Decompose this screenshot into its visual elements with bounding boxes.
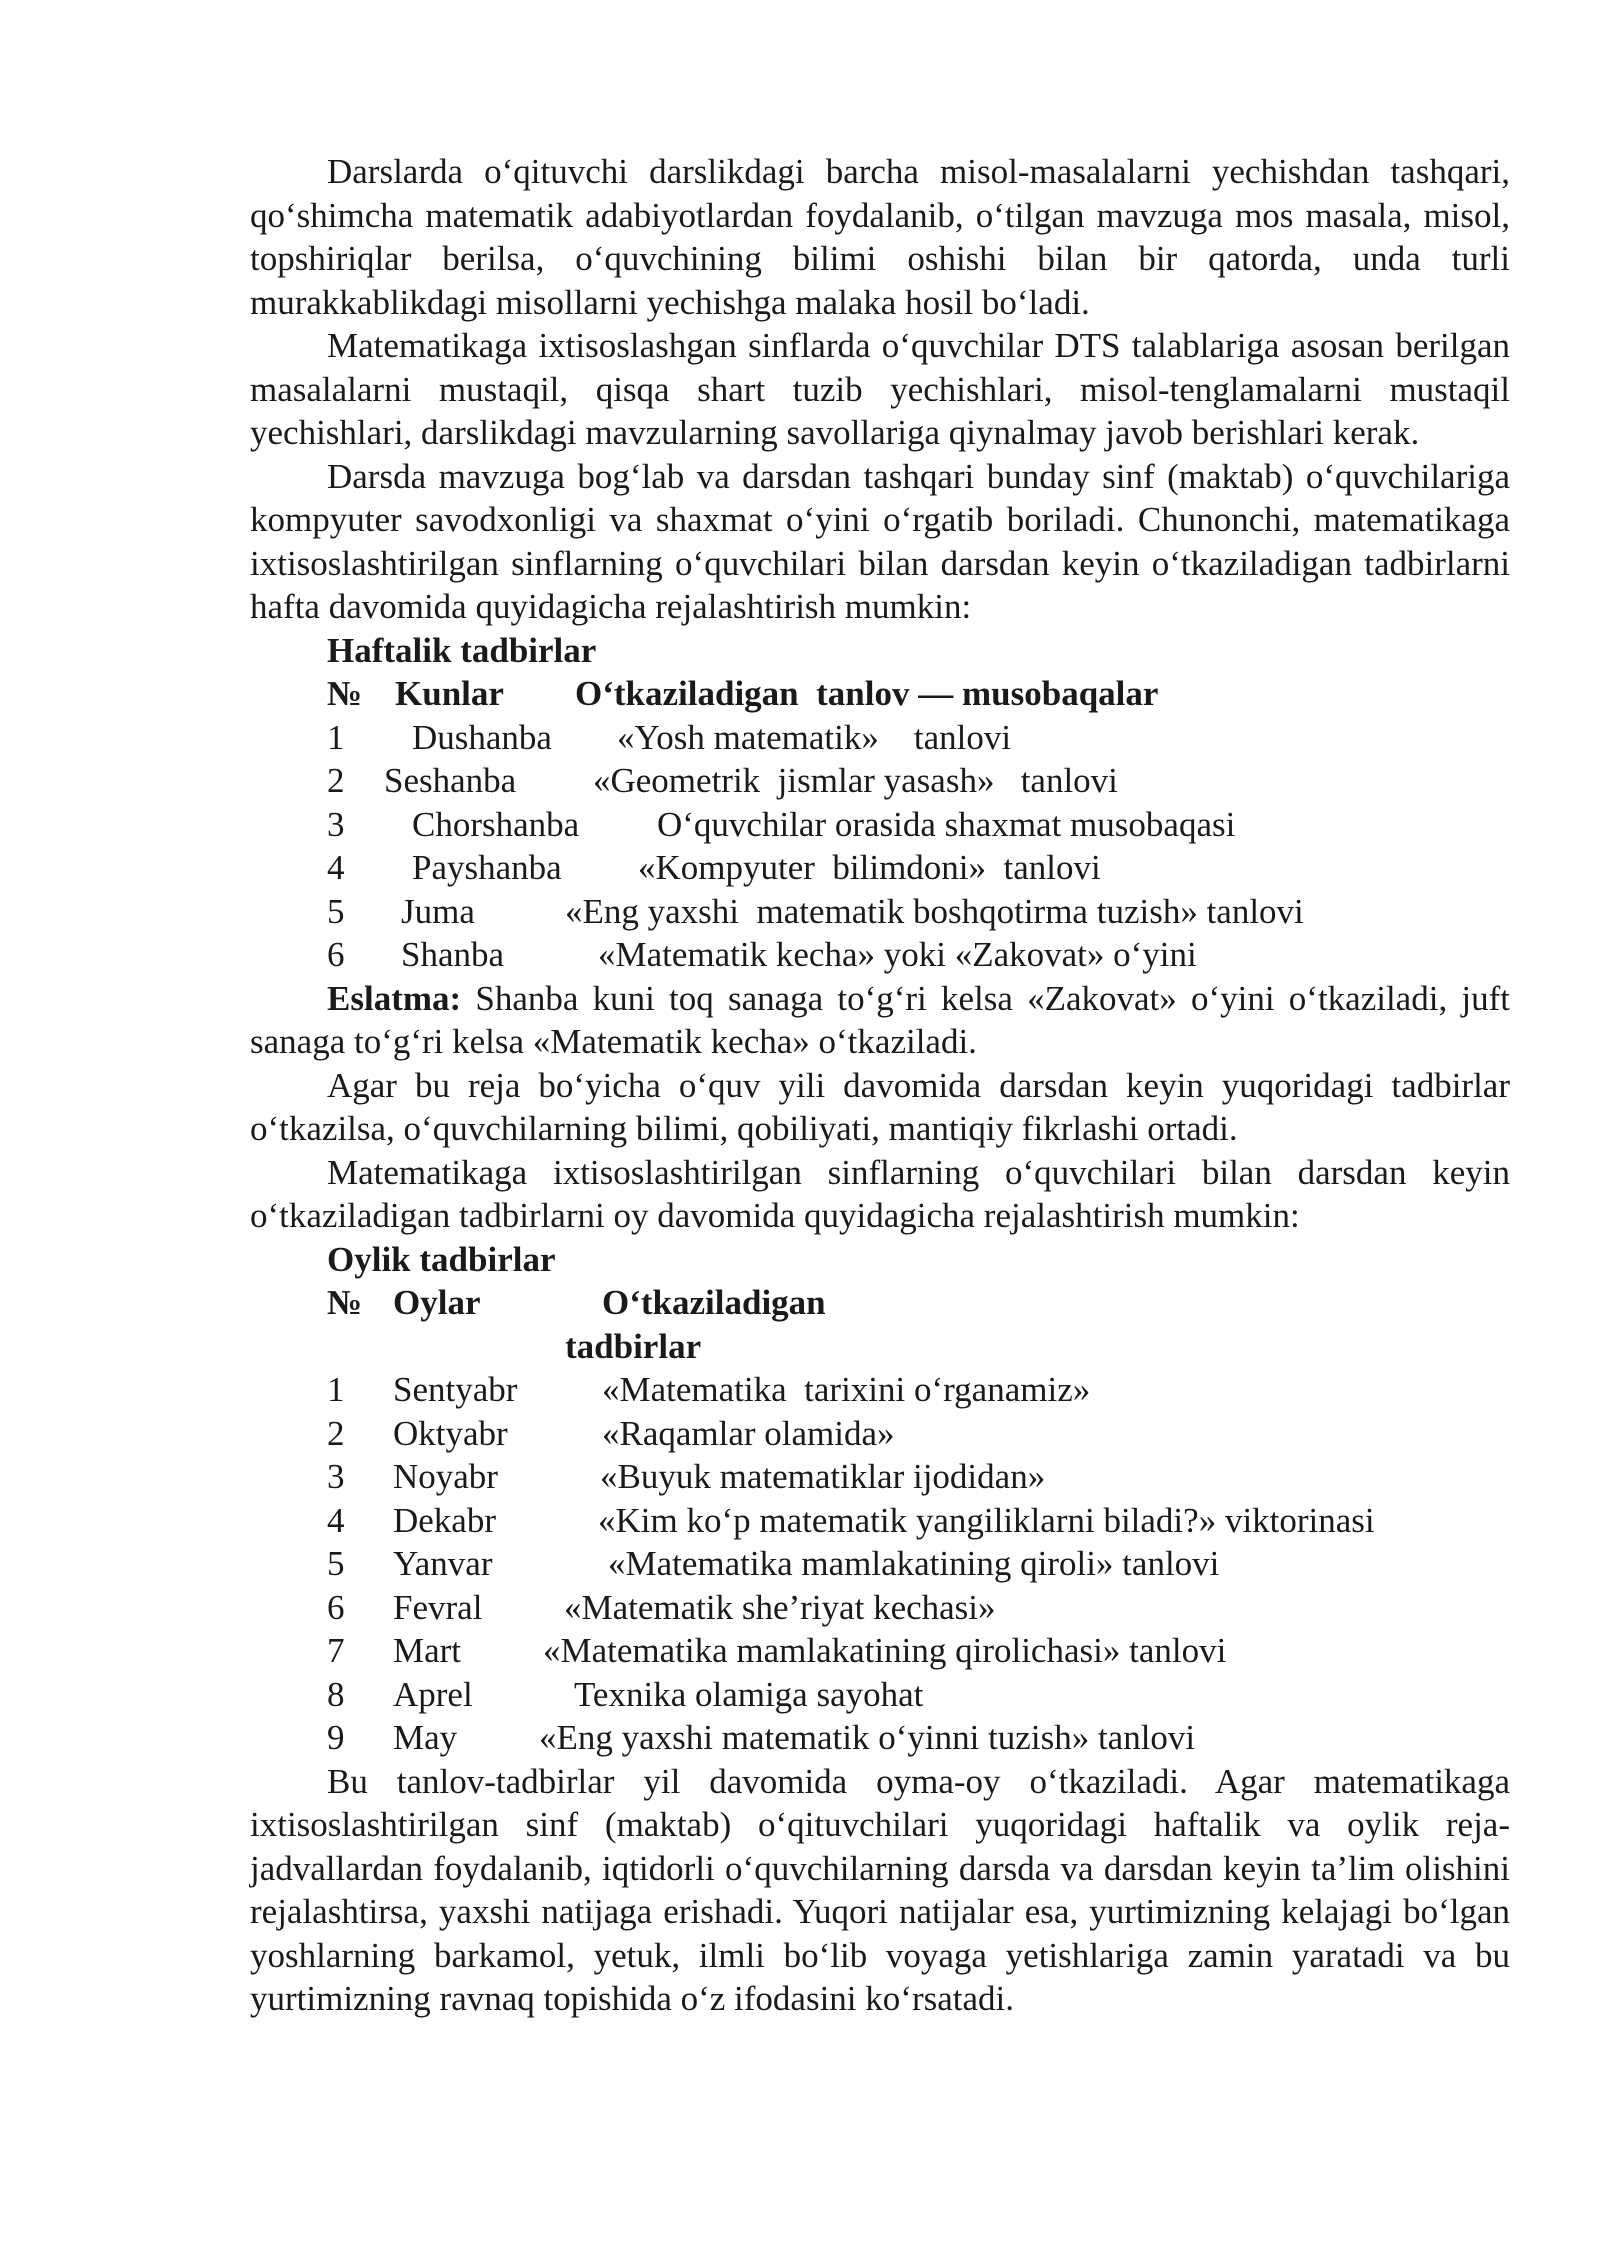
- document-page: [250, 150, 1510, 2021]
- monthly-row-num: 9: [327, 1718, 345, 1757]
- paragraph-monthly-intro: Matematikaga ixtisoslashtirilgan sinflarning o‘quvchilari bilan darsdan keyin o‘tkaziladigan tadbirlarni oy davomida quyidagicha rejalashtirish mumkin:: [250, 1152, 1510, 1235]
- monthly-row-month: Aprel: [393, 1674, 473, 1714]
- monthly-row-event: «Eng yaxshi matematik o‘yinni tuzish» tanlovi: [539, 1718, 1196, 1757]
- monthly-row-month: Fevral: [393, 1587, 483, 1627]
- monthly-row-month: Dekabr: [393, 1500, 497, 1540]
- weekly-row-num: 5: [327, 891, 345, 931]
- monthly-row-num: 6: [327, 1587, 345, 1627]
- weekly-header-days: Kunlar: [395, 674, 504, 713]
- weekly-row-event: O‘quvchilar orasida shaxmat musobaqasi: [657, 804, 1236, 844]
- weekly-row: [250, 759, 1510, 803]
- monthly-row-month: Oktyabr: [393, 1413, 508, 1453]
- monthly-row: [250, 1586, 1510, 1630]
- weekly-row-num: 1: [327, 717, 345, 757]
- monthly-row-month: May: [393, 1718, 458, 1757]
- weekly-row: [250, 890, 1510, 934]
- monthly-header-events: O‘tkaziladigan: [602, 1283, 826, 1322]
- monthly-row-event: «Matematika tarixini o‘rganamiz»: [602, 1370, 1091, 1409]
- monthly-row-num: 1: [327, 1370, 345, 1409]
- weekly-row-day: Payshanba: [412, 848, 562, 887]
- monthly-row-num: 5: [327, 1544, 345, 1583]
- monthly-row-month: Sentyabr: [393, 1370, 518, 1409]
- monthly-row-num: 3: [327, 1457, 345, 1496]
- monthly-header-months: Oylar: [393, 1283, 481, 1322]
- paragraph-result: Agar bu reja bo‘yicha o‘quv yili davomida darsdan keyin yuqoridagi tadbirlar o‘tkazilsa, o‘quvchilarning bilimi, qobiliyati, mantiqiy fikrlashi ortadi.: [250, 1065, 1510, 1148]
- weekly-row: [250, 933, 1510, 977]
- weekly-row-num: 4: [327, 848, 345, 887]
- monthly-row-event: «Matematika mamlakatining qirolichasi» tanlovi: [543, 1631, 1227, 1670]
- monthly-row-month: Yanvar: [393, 1544, 493, 1583]
- weekly-row-event: «Geometrik jismlar yasash» tanlovi: [593, 761, 1118, 800]
- note-label: Eslatma:: [327, 978, 462, 1018]
- weekly-row-day: Juma: [401, 891, 475, 931]
- weekly-row-event: «Kompyuter bilimdoni» tanlovi: [638, 848, 1101, 887]
- paragraph-note: [250, 977, 1510, 1064]
- monthly-row: [250, 1368, 1510, 1412]
- paragraph-after-class: Darsda mavzuga bog‘lab va darsdan tashqari bunday sinf (maktab) o‘quvchilariga kompyuter savodxonligi va shaxmat o‘yini o‘rgatib boriladi. Chunonchi, matematikaga ixtisoslashtirilgan sinflarning o‘quvchilari bilan darsdan keyin o‘tkaziladigan tadbirlarni hafta davomida quyidagicha rejalashtirish mumkin:: [250, 456, 1510, 626]
- weekly-row-day: Seshanba: [384, 761, 517, 800]
- weekly-row-day: Chorshanba: [412, 804, 580, 844]
- weekly-row-day: Shanba: [401, 935, 505, 974]
- monthly-schedule: [250, 1238, 1510, 1760]
- monthly-title: Oylik tadbirlar: [327, 1239, 556, 1279]
- monthly-row-event: «Buyuk matematiklar ijodidan»: [600, 1457, 1046, 1496]
- monthly-row-event: «Kim ko‘p matematik yangiliklarni biladi?» viktorinasi: [598, 1500, 1375, 1540]
- paragraph-conclusion: Bu tanlov-tadbirlar yil davomida oyma-oy o‘tkaziladi. Agar matematikaga ixtisoslashtirilgan sinf (maktab) o‘qituvchilari yuqoridagi haftalik va oylik reja-jadvallardan foydalanib, iqtidorli o‘quvchilarning darsda va darsdan keyin ta’lim olishini rejalashtirsa, yaxshi natijaga erishadi. Yuqori natijalar esa, yurtimizning kelajagi bo‘lgan yoshlarning barkamol, yetuk, ilmli bo‘lib voyaga yetishlariga zamin yaratadi va bu yurtimizning ravnaq topishida o‘z ifodasini ko‘rsatadi.: [250, 1761, 1510, 2018]
- note-text: Shanba kuni toq sanaga to‘g‘ri kelsa «Zakovat» o‘yini o‘tkaziladi, juft sanaga to‘g‘ri kelsa «Matematik kecha» o‘tkaziladi.: [250, 978, 1510, 1061]
- monthly-row: [250, 1673, 1510, 1717]
- monthly-row-event: «Matematik she’riyat kechasi»: [564, 1587, 996, 1627]
- weekly-row-num: 3: [327, 804, 345, 844]
- monthly-row-num: 2: [327, 1413, 345, 1453]
- monthly-row: [250, 1629, 1510, 1673]
- weekly-row: [250, 846, 1510, 890]
- weekly-row-num: 2: [327, 761, 345, 800]
- paragraph-intro: Darslarda o‘qituvchi darslikdagi barcha misol-masalalarni yechishdan tashqari, qo‘shimcha matematik adabiyotlardan foydalanib, o‘tilgan mavzuga mos masala, misol, topshiriqlar berilsa, o‘quvchining bilimi oshishi bilan bir qatorda, unda turli murakkablikdagi misollarni yechishga malaka hosil bo‘ladi.: [250, 152, 1510, 322]
- monthly-header: [250, 1281, 1510, 1325]
- monthly-row-month: Mart: [393, 1631, 462, 1670]
- weekly-header-num: №: [327, 674, 363, 713]
- monthly-row: [250, 1542, 1510, 1586]
- weekly-row: [250, 716, 1510, 760]
- monthly-row: [250, 1412, 1510, 1456]
- monthly-row: [250, 1499, 1510, 1543]
- weekly-title: Haftalik tadbirlar: [327, 630, 597, 670]
- monthly-header-num: №: [327, 1283, 363, 1322]
- monthly-row-event: «Matematika mamlakatining qiroli» tanlovi: [608, 1544, 1220, 1583]
- paragraph-specialized-classes: Matematikaga ixtisoslashgan sinflarda o‘quvchilar DTS talablariga asosan berilgan masalalarni mustaqil, qisqa shart tuzib yechishlari, misol-tenglamalarni mustaqil yechishlari, darslikdagi mavzularning savollariga qiynalmay javob berishlari kerak.: [250, 326, 1510, 452]
- weekly-schedule: [250, 629, 1510, 977]
- monthly-row-month: Noyabr: [393, 1457, 498, 1496]
- monthly-header-events-cont: tadbirlar: [565, 1326, 702, 1366]
- weekly-row: [250, 803, 1510, 847]
- monthly-row-num: 4: [327, 1500, 345, 1540]
- monthly-row-event: «Raqamlar olamida»: [602, 1413, 895, 1453]
- monthly-row: [250, 1455, 1510, 1499]
- weekly-row-day: Dushanba: [412, 717, 552, 757]
- monthly-row-num: 8: [327, 1674, 345, 1714]
- monthly-row-num: 7: [327, 1631, 345, 1670]
- weekly-header-events: O‘tkaziladigan tanlov — musobaqalar: [575, 674, 1159, 713]
- monthly-row: [250, 1716, 1510, 1760]
- weekly-row-event: «Eng yaxshi matematik boshqotirma tuzish» tanlovi: [565, 891, 1304, 931]
- weekly-row-event: «Yosh matematik» tanlovi: [617, 717, 1012, 757]
- weekly-row-event: «Matematik kecha» yoki «Zakovat» o‘yini: [598, 935, 1197, 974]
- monthly-row-event: Texnika olamiga sayohat: [574, 1674, 924, 1714]
- weekly-row-num: 6: [327, 935, 345, 974]
- monthly-header-cont: [250, 1325, 1510, 1369]
- weekly-header: [250, 672, 1510, 716]
